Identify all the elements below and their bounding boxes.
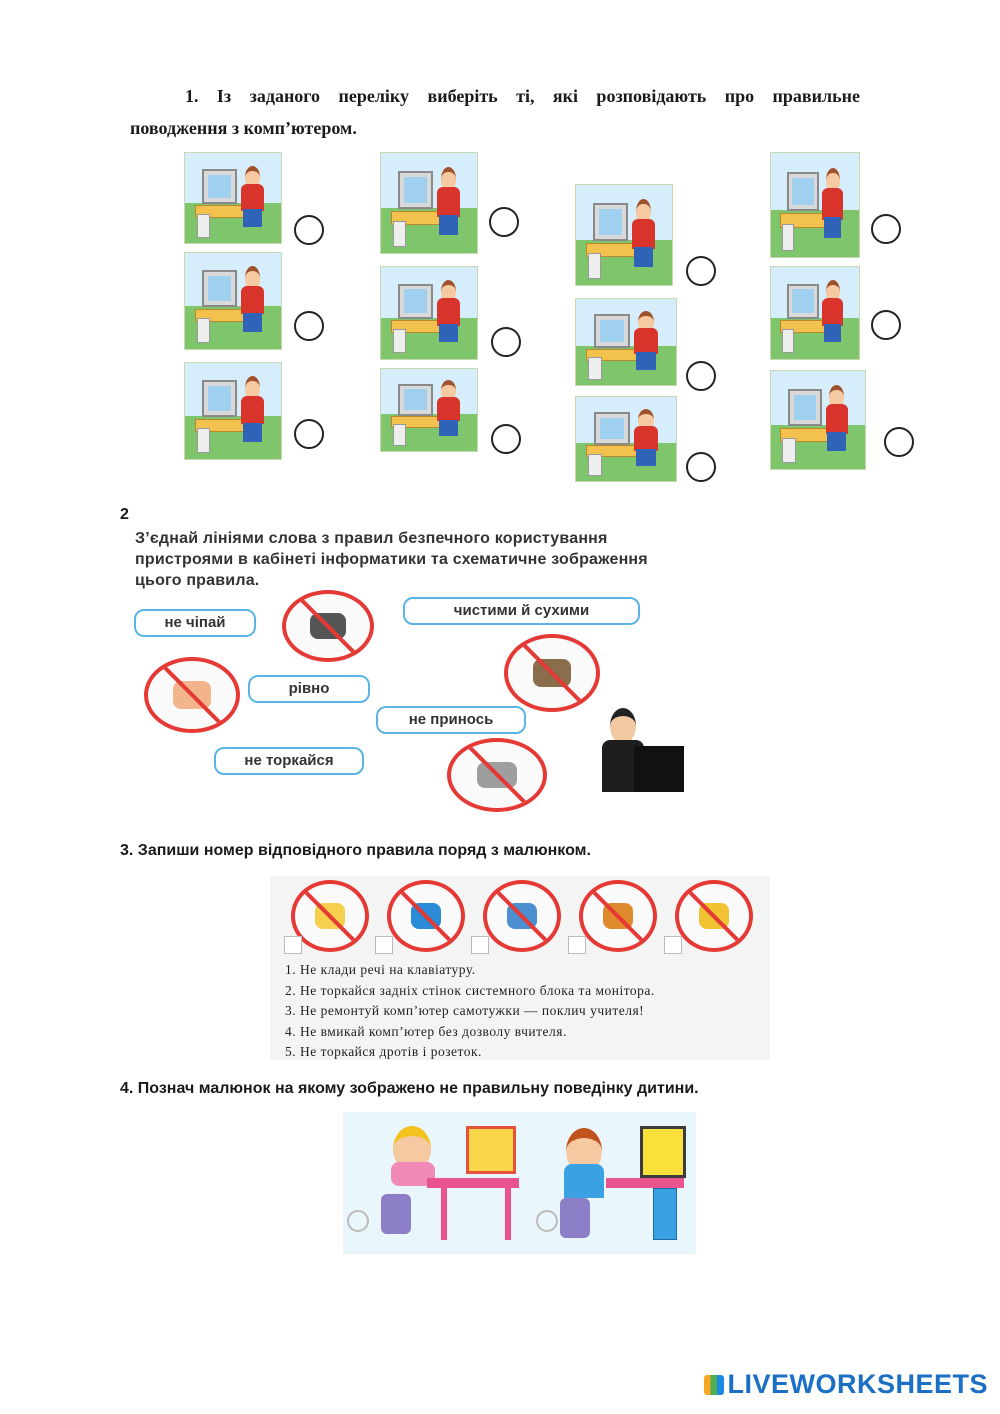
forbidden-power-button-sign (387, 880, 465, 952)
answer-circle[interactable] (871, 214, 901, 244)
computer-scene-image (184, 252, 282, 350)
boy-at-computer-image (548, 1120, 688, 1246)
forbidden-monitor-sign (282, 590, 374, 662)
forbidden-socket-sign (447, 738, 547, 812)
behaviour-pictures-panel (343, 1112, 696, 1254)
girl-at-computer-image (371, 1120, 521, 1246)
computer-scene-image (770, 152, 860, 258)
answer-box[interactable] (375, 936, 393, 954)
question-1-title-continued: поводження з комп’ютером. (130, 118, 357, 138)
question-3-title: 3. Запиши номер відповідного правила поряд з малюнком. (120, 842, 591, 859)
computer-scene-image (770, 266, 860, 360)
rule-item: 5. Не торкайся дротів і розеток. (285, 1044, 482, 1059)
answer-circle[interactable] (884, 427, 914, 457)
answer-circle[interactable] (686, 256, 716, 286)
answer-circle[interactable] (489, 207, 519, 237)
answer-box[interactable] (568, 936, 586, 954)
answer-box[interactable] (284, 936, 302, 954)
forbidden-touch-back-sign (483, 880, 561, 952)
liveworksheets-logo (704, 1369, 988, 1400)
forbidden-carrying-sign (504, 634, 600, 712)
computer-scene-image (184, 362, 282, 460)
computer-scene-image (380, 266, 478, 360)
word-pill-rivno[interactable]: рівно (248, 675, 370, 703)
rules-list (285, 960, 655, 1063)
answer-circle[interactable] (536, 1210, 558, 1232)
forbidden-food-sign (291, 880, 369, 952)
word-pill-chystymy[interactable]: чистими й сухими (403, 597, 640, 625)
answer-box[interactable] (471, 936, 489, 954)
computer-scene-image (184, 152, 282, 244)
rule-item: 1. Не клади речі на клавіатуру. (285, 962, 476, 977)
computer-scene-image (380, 152, 478, 254)
answer-box[interactable] (664, 936, 682, 954)
rule-item: 3. Не ремонтуй комп’ютер самотужки — поклич учителя! (285, 1003, 645, 1018)
rule-item: 4. Не вмикай комп’ютер без дозволу вчителя. (285, 1023, 567, 1039)
word-pill-ne-prynos[interactable]: не принось (376, 706, 526, 734)
rule-item: 2. Не торкайся задніх стінок системного блока та монітора. (285, 982, 655, 998)
forbidden-repair-tools-sign (675, 880, 753, 952)
answer-circle[interactable] (294, 419, 324, 449)
answer-circle[interactable] (686, 361, 716, 391)
question-4-title: 4. Познач малюнок на якому зображено не правильну поведінку дитини. (120, 1080, 699, 1097)
answer-circle[interactable] (491, 327, 521, 357)
question-2-text: З’єднай лініями слова з правил безпечного користування пристроями в кабінеті інформатики та схематичне зображення цього правила. (135, 530, 648, 589)
computer-scene-image (380, 368, 478, 452)
computer-scene-image (575, 396, 677, 482)
student-at-computer-image (596, 702, 688, 798)
computer-scene-image (770, 370, 866, 470)
liveworksheets-logo-icon (704, 1375, 724, 1395)
liveworksheets-logo-text: LIVEWORKSHEETS (727, 1369, 988, 1399)
answer-circle[interactable] (347, 1210, 369, 1232)
word-pill-ne-chipai[interactable]: не чіпай (134, 609, 256, 637)
forbidden-bag-on-keyboard-sign (579, 880, 657, 952)
answer-circle[interactable] (294, 215, 324, 245)
question-1-title: 1. Із заданого переліку виберіть ті, які розповідають про правильне (185, 86, 860, 106)
answer-circle[interactable] (294, 311, 324, 341)
answer-circle[interactable] (871, 310, 901, 340)
word-pill-ne-torkaisia[interactable]: не торкайся (214, 747, 364, 775)
computer-scene-image (575, 298, 677, 386)
forbidden-hands-sign (144, 657, 240, 733)
answer-circle[interactable] (491, 424, 521, 454)
computer-scene-image (575, 184, 673, 286)
answer-circle[interactable] (686, 452, 716, 482)
question-2-number: 2 (120, 506, 129, 523)
